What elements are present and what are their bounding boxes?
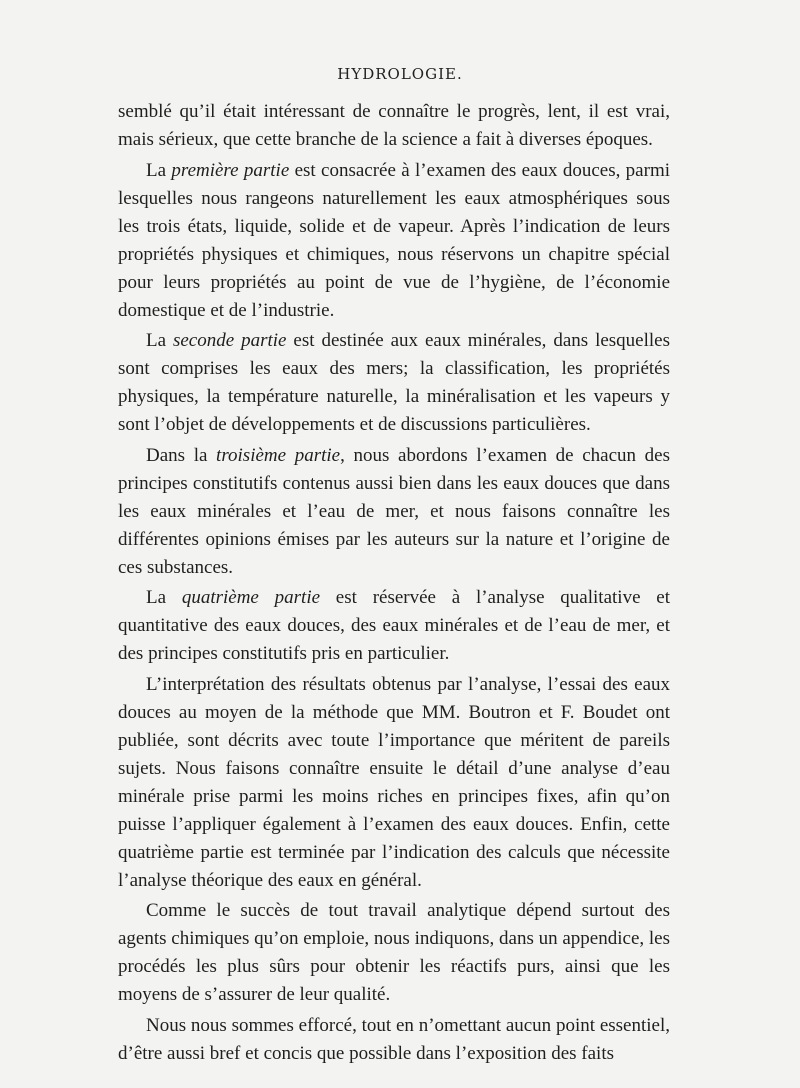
italic-phrase: quatrième partie: [181, 587, 321, 608]
text-run: est réservée à l’analyse qualitative et quantitative des eaux douces, des eaux minérales et de l’eau de mer, et des principes constitutifs pris en particulier.: [118, 587, 670, 664]
text-run: , nous abordons l’examen de chacun des principes constitutifs contenus aussi bien dans les eaux douces que dans les eaux minérales et l’eau de mer, et nous faisons connaître les différentes opinions émises par les auteurs sur la nature et l’origine de ces substances.: [118, 444, 670, 578]
text-run: La: [146, 330, 173, 351]
text-run: La: [146, 587, 182, 608]
text-run: L’interprétation des résultats obtenus par l’analyse, l’essai des eaux douces au moyen de la méthode que MM. Boutron et F. Boudet ont publiée, sont décrits avec toute l’importance que méritent de pareils sujets. Nous faisons connaître ensuite le détail d’une analyse d’eau minérale prise parmi les moins riches en principes fixes, afin qu’on puisse l’appliquer également à l’examen des eaux douces. Enfin, cette quatrième partie est terminée par l’indication des calculs que nécessite l’analyse théorique des eaux en général.: [118, 673, 670, 891]
paragraph: [118, 671, 670, 895]
text-run: Dans la: [146, 444, 217, 466]
italic-phrase: seconde partie: [172, 330, 287, 351]
text-run: La: [146, 159, 172, 181]
paragraph: [118, 1012, 670, 1068]
text-run: est destinée aux eaux minérales, dans lesquelles sont comprises les eaux des mers; la classification, les propriétés physiques, la température naturelle, la minéralisation et les vapeurs y sont l’objet de développements et de discussions particulières.: [118, 330, 671, 435]
paragraph: [118, 98, 670, 154]
paragraph: [118, 584, 670, 668]
italic-phrase: première partie: [171, 159, 290, 181]
paragraph: [118, 897, 670, 1009]
text-run: est consacrée à l’examen des eaux douces, parmi lesquelles nous rangeons naturellement les eaux atmosphériques sous les trois états, liquide, solide et de vapeur. Après l’indication de leurs propriétés physiques et chimiques, nous réservons un chapitre spécial pour leurs propriétés au point de vue de l’hygiène, de l’économie domestique et de l’industrie.: [118, 159, 670, 321]
paragraph: [118, 327, 670, 439]
paragraph: [118, 157, 670, 325]
running-header: HYDROLOGIE.: [337, 65, 463, 83]
text-run: semblé qu’il était intéressant de connaître le progrès, lent, il est vrai, mais sérieux, que cette branche de la science a fait à diverses époques.: [118, 101, 670, 150]
text-run: Nous nous sommes efforcé, tout en n’omettant aucun point essentiel, d’être aussi bref et concis que possible dans l’exposition des faits: [118, 1014, 670, 1064]
italic-phrase: troisième partie: [216, 444, 341, 466]
paragraph: [118, 442, 670, 582]
text-run: Comme le succès de tout travail analytique dépend surtout des agents chimiques qu’on emploie, nous indiquons, dans un appendice, les procédés les plus sûrs pour obtenir les réactifs purs, ainsi que les moyens de s’assurer de leur qualité.: [118, 900, 670, 1005]
body-text: [118, 98, 670, 1070]
